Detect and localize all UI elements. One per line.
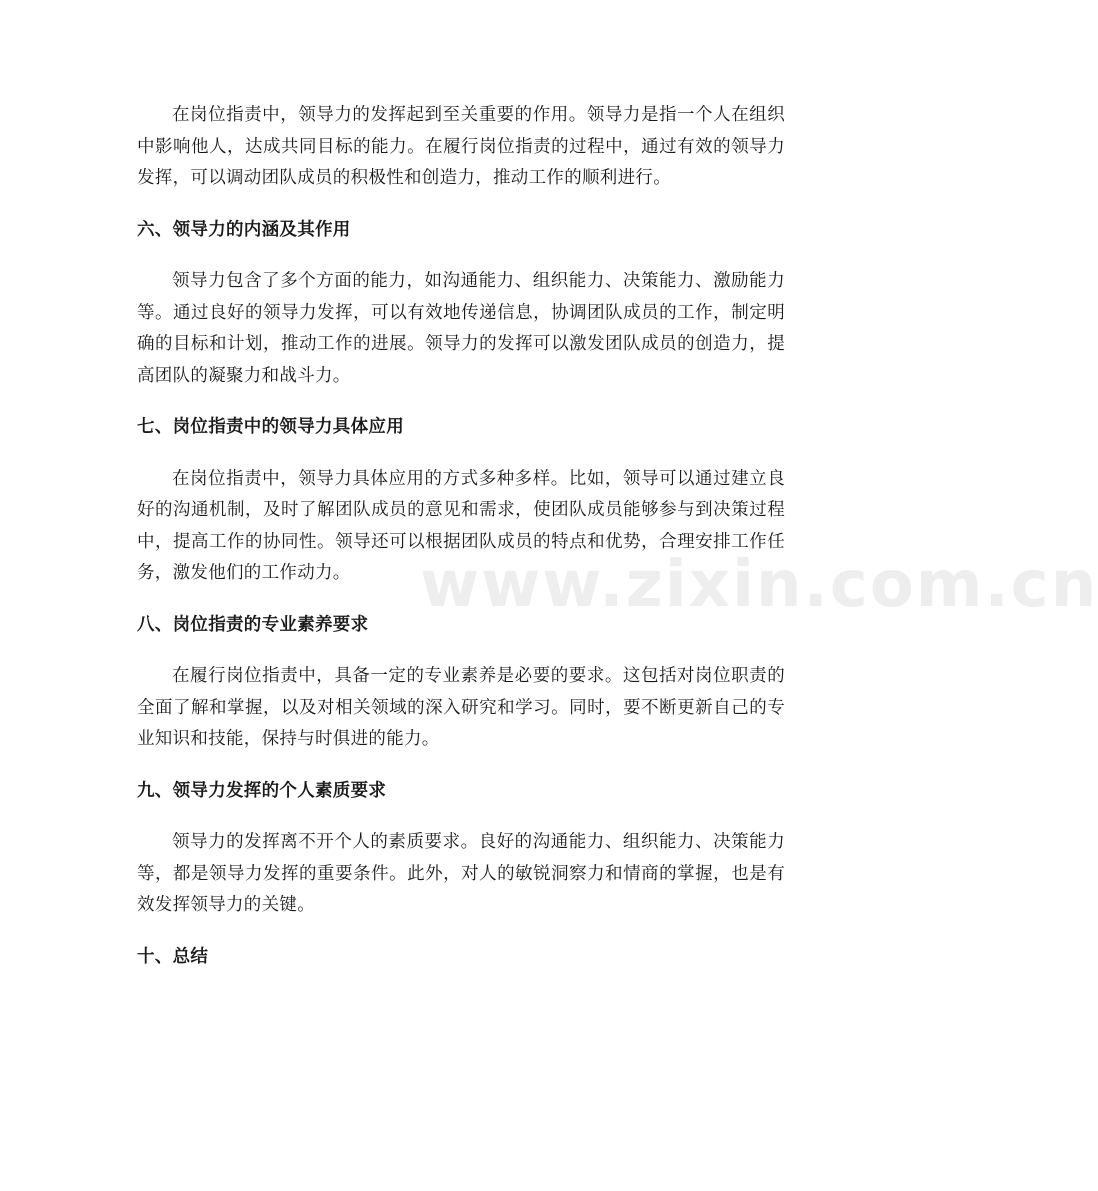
section-heading-9: 九、领导力发挥的个人素质要求 (137, 780, 387, 801)
watermark: www.zixin.com.cn (420, 548, 1098, 622)
paragraph-intro: 在岗位指责中，领导力的发挥起到至关重要的作用。领导力是指一个人在组织中影响他人，达成共同目标的能力。在履行岗位指责的过程中，通过有效的领导力发挥，可以调动团队成员的积极性和创造力，推动工作的顺利进行。 (137, 105, 785, 188)
section-heading-7: 七、岗位指责中的领导力具体应用 (137, 417, 404, 437)
paragraph-section-7: 在岗位指责中，领导力具体应用的方式多种多样。比如，领导可以通过建立良好的沟通机制，及时了解团队成员的意见和需求，使团队成员能够参与到决策过程中，提高工作的协同性。领导还可以根据团队成员的特点和优势，合理安排工作任务，激发他们的工作动力。 (137, 468, 785, 583)
section-heading-10: 十、总结 (137, 946, 209, 967)
section-heading-8: 八、岗位指责的专业素养要求 (137, 614, 369, 635)
paragraph-section-6: 领导力包含了多个方面的能力，如沟通能力、组织能力、决策能力、激励能力等。通过良好的领导力发挥，可以有效地传递信息，协调团队成员的工作，制定明确的目标和计划，推动工作的进展。领导力的发挥可以激发团队成员的创造力，提高团队的凝聚力和战斗力。 (137, 271, 785, 386)
paragraph-section-9: 领导力的发挥离不开个人的素质要求。良好的沟通能力、组织能力、决策能力等，都是领导力发挥的重要条件。此外，对人的敏锐洞察力和情商的掌握，也是有效发挥领导力的关键。 (137, 832, 785, 915)
section-heading-6: 六、领导力的内涵及其作用 (137, 219, 351, 240)
document-body (137, 100, 785, 973)
paragraph-section-8: 在履行岗位指责中，具备一定的专业素养是必要的要求。这包括对岗位职责的全面了解和掌握，以及对相关领域的深入研究和学习。同时，要不断更新自己的专业知识和技能，保持与时俱进的能力。 (137, 666, 785, 749)
